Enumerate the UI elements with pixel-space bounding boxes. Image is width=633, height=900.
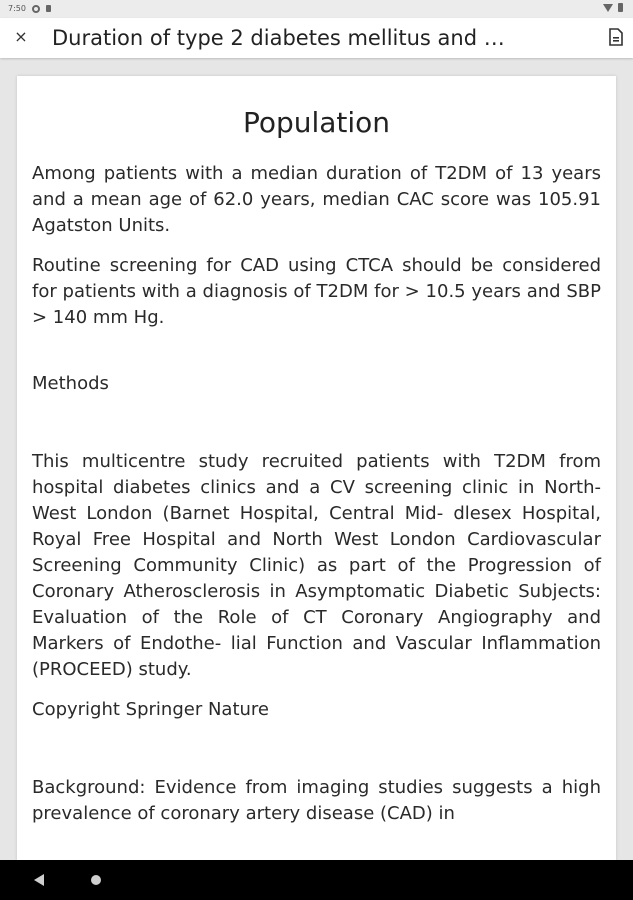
status-bar xyxy=(0,0,633,18)
spacer xyxy=(32,345,601,371)
paragraph-background: Background: Evidence from imaging studies suggests a high prevalence of coronary artery disease (CAD) in xyxy=(32,777,601,824)
battery-icon xyxy=(618,3,623,12)
back-icon[interactable] xyxy=(34,874,44,886)
section-title: Population xyxy=(242,106,391,139)
content-scroll-area[interactable] xyxy=(17,106,616,827)
app-bar xyxy=(0,18,633,58)
spacer xyxy=(32,723,601,749)
status-time: 7:50 xyxy=(8,4,26,13)
spacer xyxy=(32,423,601,449)
navigation-bar xyxy=(0,860,633,900)
document-icon xyxy=(609,28,623,46)
close-button[interactable] xyxy=(10,26,32,48)
status-left xyxy=(8,4,51,13)
wifi-icon xyxy=(603,4,613,12)
home-icon[interactable] xyxy=(91,875,101,885)
document-button[interactable] xyxy=(609,28,623,46)
close-icon: × xyxy=(14,27,28,46)
paragraph-recommendation: Routine screening for CAD using CTCA should be considered for patients with a diagnosis of T2DM for > 10.5 years and SBP > 140 mm Hg. xyxy=(32,255,601,328)
spacer xyxy=(32,397,601,423)
content-card xyxy=(17,76,616,876)
lock-icon xyxy=(46,5,51,12)
status-right xyxy=(603,3,623,12)
paragraph-methods: This multicentre study recruited patients with T2DM from hospital diabetes clinics and a CV screening clinic in North-West London (Barnet Hospital, Central Mid- dlesex Hospital, Royal Free Hospital and North West London Cardiovascular Screening Community Clinic) as part of the Progression of Coronary Atherosclerosis in Asymptomatic Diabetic Subjects: Evaluation of the Role of CT Coronary Angiography and Markers of Endothe- lial Function and Vascular Inflammation (PROCEED) study. xyxy=(32,451,601,680)
app-title: Duration of type 2 diabetes mellitus and … xyxy=(52,26,505,50)
methods-label: Methods xyxy=(32,373,109,394)
settings-icon xyxy=(32,5,40,13)
copyright-text: Copyright Springer Nature xyxy=(32,699,269,720)
spacer xyxy=(32,749,601,775)
paragraph-population-summary: Among patients with a median duration of T2DM of 13 years and a mean age of 62.0 years, median CAC score was 105.91 Agatston Units. xyxy=(32,163,601,236)
